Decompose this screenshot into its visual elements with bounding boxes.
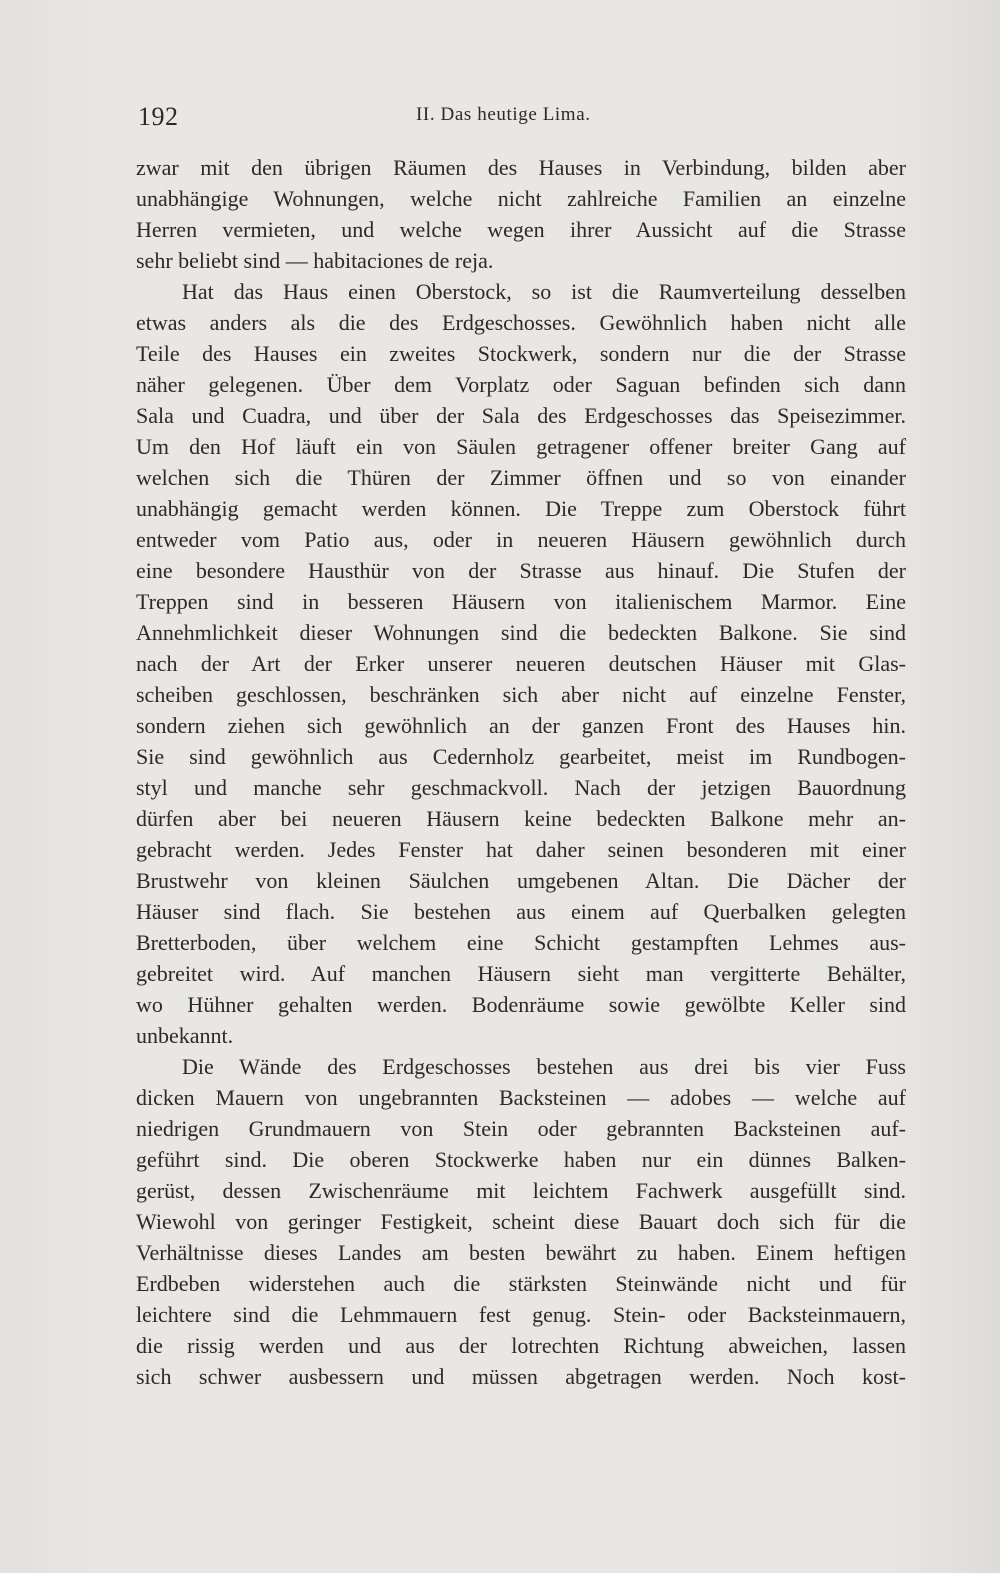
- text-line: Die Wände des Erdgeschosses bestehen aus drei bis vier Fuss: [182, 1054, 906, 1079]
- text-line: Häuser sind flach. Sie bestehen aus einem auf Querbalken gelegten: [136, 899, 906, 924]
- text-line: scheiben geschlossen, beschränken sich aber nicht auf einzelne Fenster,: [136, 682, 906, 707]
- text-line: geführt sind. Die oberen Stockwerke haben nur ein dünnes Balken-: [136, 1147, 906, 1172]
- running-title: II. Das heutige Lima.: [416, 104, 591, 125]
- text-line: entweder vom Patio aus, oder in neueren Häusern gewöhnlich durch: [136, 527, 906, 552]
- text-line: Wiewohl von geringer Festigkeit, scheint diese Bauart doch sich für die: [136, 1209, 906, 1234]
- text-line: nach der Art der Erker unserer neueren deutschen Häuser mit Glas-: [136, 651, 906, 676]
- text-line: dürfen aber bei neueren Häusern keine bedeckten Balkone mehr an-: [136, 806, 906, 831]
- text-line: zwar mit den übrigen Räumen des Hauses in Verbindung, bilden aber: [136, 155, 906, 180]
- text-line: Um den Hof läuft ein von Säulen getragener offener breiter Gang auf: [136, 434, 906, 459]
- text-line: unabhängig gemacht werden können. Die Treppe zum Oberstock führt: [136, 496, 906, 521]
- text-line: gebreitet wird. Auf manchen Häusern sieht man vergitterte Behälter,: [136, 961, 906, 986]
- text-line: gebracht werden. Jedes Fenster hat daher seinen besonderen mit einer: [136, 837, 906, 862]
- text-line: näher gelegenen. Über dem Vorplatz oder Saguan befinden sich dann: [136, 372, 906, 397]
- paragraph: [136, 276, 906, 1051]
- text-line: Teile des Hauses ein zweites Stockwerk, sondern nur die der Strasse: [136, 341, 906, 366]
- text-line: Hat das Haus einen Oberstock, so ist die Raumverteilung desselben: [182, 279, 906, 304]
- text-line: welchen sich die Thüren der Zimmer öffnen und so von einander: [136, 465, 906, 490]
- text-line: die rissig werden und aus der lotrechten Richtung abweichen, lassen: [136, 1333, 906, 1358]
- text-line: unbekannt.: [136, 1023, 234, 1048]
- text-line: Verhältnisse dieses Landes am besten bewährt zu haben. Einem heftigen: [136, 1240, 906, 1265]
- text-line: Herren vermieten, und welche wegen ihrer Aussicht auf die Strasse: [136, 217, 906, 242]
- text-line: styl und manche sehr geschmackvoll. Nach der jetzigen Bauordnung: [136, 775, 906, 800]
- text-line: wo Hühner gehalten werden. Bodenräume sowie gewölbte Keller sind: [136, 992, 906, 1017]
- text-line: sondern ziehen sich gewöhnlich an der ganzen Front des Hauses hin.: [136, 713, 906, 738]
- text-line: sich schwer ausbessern und müssen abgetragen werden. Noch kost-: [136, 1364, 906, 1389]
- text-line: Sala und Cuadra, und über der Sala des Erdgeschosses das Speisezimmer.: [136, 403, 906, 428]
- text-line: etwas anders als die des Erdgeschosses. Gewöhnlich haben nicht alle: [136, 310, 906, 335]
- text-line: eine besondere Hausthür von der Strasse aus hinauf. Die Stufen der: [136, 558, 906, 583]
- text-line: Sie sind gewöhnlich aus Cedernholz gearbeitet, meist im Rundbogen-: [136, 744, 906, 769]
- body-text: [136, 152, 906, 1392]
- page-number: 192: [138, 102, 179, 131]
- running-head: [138, 100, 908, 134]
- text-line: gerüst, dessen Zwischenräume mit leichtem Fachwerk ausgefüllt sind.: [136, 1178, 906, 1203]
- text-line: leichtere sind die Lehmmauern fest genug. Stein- oder Backsteinmauern,: [136, 1302, 906, 1327]
- text-line: Brustwehr von kleinen Säulchen umgebenen Altan. Die Dächer der: [136, 868, 906, 893]
- text-line: Annehmlichkeit dieser Wohnungen sind die bedeckten Balkone. Sie sind: [136, 620, 906, 645]
- text-line: unabhängige Wohnungen, welche nicht zahlreiche Familien an einzelne: [136, 186, 906, 211]
- text-line: dicken Mauern von ungebrannten Backsteinen — adobes — welche auf: [136, 1085, 906, 1110]
- paragraph: [136, 152, 906, 276]
- paragraph: [136, 1051, 906, 1392]
- text-line: Bretterboden, über welchem eine Schicht gestampften Lehmes aus-: [136, 930, 906, 955]
- text-line: sehr beliebt sind — habitaciones de reja.: [136, 248, 494, 273]
- text-line: Treppen sind in besseren Häusern von italienischem Marmor. Eine: [136, 589, 906, 614]
- text-line: niedrigen Grundmauern von Stein oder gebrannten Backsteinen auf-: [136, 1116, 906, 1141]
- text-line: Erdbeben widerstehen auch die stärksten Steinwände nicht und für: [136, 1271, 906, 1296]
